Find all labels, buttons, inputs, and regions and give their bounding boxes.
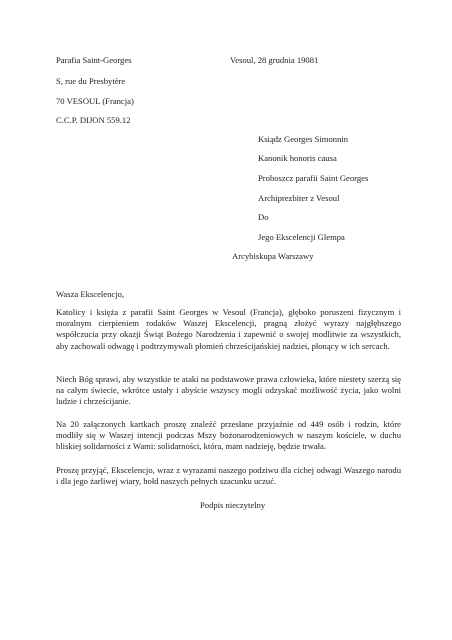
author-title-1: Kanonik honoris causa (258, 153, 337, 163)
body-paragraph-1: Katolicy i księża z parafii Saint Georges w Vesoul (Francja), głęboko poruszeni fizycznym i moralnym cierpieniem rodaków Waszej Ekscelencji, pragną złożyć wyrazy najgłębszego współczucia przy okazji Świąt Bożego Narodzenia i zapewnić o swojej modlitwie za wszystkich, aby zachowali odwagę i podtrzymywali płomień chrześcijańskiej nadziei, płonący w ich sercach. (56, 307, 401, 351)
body-paragraph-4: Proszę przyjąć, Ekscelencjo, wraz z wyrazami naszego podziwu dla cichej odwagi Waszego narodu i dla jego żarliwej wiary, hołd naszych pełnych szacunku uczuć. (56, 465, 401, 487)
author-title-2: Proboszcz parafii Saint Georges (258, 173, 369, 183)
author-title-3: Archiprezbiter z Vesoul (258, 193, 340, 203)
sender-street: S, rue du Presbytère (56, 76, 126, 86)
sender-ccp: C.C.P. DIJON 559.12 (56, 115, 131, 125)
body-paragraph-2: Niech Bóg sprawi, aby wszystkie te ataki na podstawowe prawa człowieka, które niestety szerzą się na całym świecie, wkrótce ustały i abyście wszyscy mogli odzyskać możliwość życia, jako wolni ludzie i chrześcijanie. (56, 374, 401, 407)
sender-city: 70 VESOUL (Francja) (56, 96, 134, 106)
sender-parish: Parafia Saint-Georges (56, 55, 132, 65)
salutation: Wasza Ekscelencjo, (56, 289, 125, 299)
place-date: Vesoul, 28 grudnia 19081 (230, 55, 319, 65)
signature: Podpis nieczytelny (200, 500, 266, 510)
recipient-to: Do (258, 212, 269, 222)
recipient-title: Arcybiskupa Warszawy (232, 251, 314, 261)
author-name: Ksiądz Georges Simonnin (258, 134, 349, 144)
recipient-name: Jego Ekscelencji Glempa (258, 232, 345, 242)
body-paragraph-3: Na 20 załączonych kartkach proszę znaleźć przesłane przyjaźnie od 449 osób i rodzin, które modliły się w Waszej intencji podczas Mszy bożonarodzeniowych w naszym kościele, w duchu bliskiej solidarności z Wami: solidarności, która, mam nadzieję, będzie trwała. (56, 419, 401, 452)
